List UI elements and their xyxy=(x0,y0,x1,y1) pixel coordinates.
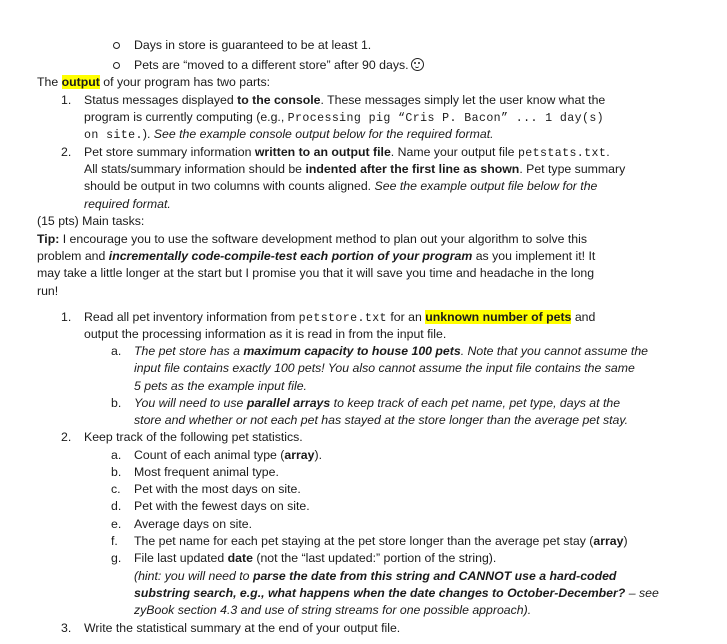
task2b-item: Most frequent animal type. xyxy=(134,465,279,479)
output-file-line3: should be output in two columns with counts aligned. See the example output file below for the xyxy=(84,179,598,193)
task2g-item: File last updated date (not the “last updated:” portion of the string). xyxy=(134,551,497,565)
output-intro: The output of your program has two parts: xyxy=(37,75,271,89)
task2c-item: Pet with the most days on site. xyxy=(134,482,301,496)
task1b-line1: You will need to use parallel arrays to keep track of each pet name, pet type, days at the xyxy=(134,396,621,410)
list-letter: d. xyxy=(111,499,122,513)
task1-line2: output the processing information as it is read in from the input file. xyxy=(84,327,447,341)
tip-line1: Tip: I encourage you to use the software development method to plan out your algorithm to solve this xyxy=(37,232,588,246)
tip-line4: run! xyxy=(37,284,59,298)
list-number: 3. xyxy=(61,621,72,635)
bullet-pets-moved: Pets are “moved to a different store” after 90 days. xyxy=(134,57,424,74)
output-console-line3: on site.). See the example console output below for the required format. xyxy=(84,127,494,142)
list-number: 2. xyxy=(61,430,72,444)
task2d-item: Pet with the fewest days on site. xyxy=(134,499,310,513)
task2g-hint-line3: zyBook section 4.3 and use of string streams for one possible approach). xyxy=(134,603,532,617)
task2g-hint-line2: substring search, e.g., what happens when the date changes to October-December? – see xyxy=(134,586,659,600)
task1a-line3: 5 pets as the example input file. xyxy=(134,379,307,393)
list-letter: c. xyxy=(111,482,121,496)
task2-title: Keep track of the following pet statistics. xyxy=(84,430,303,444)
list-letter: a. xyxy=(111,344,122,358)
list-number: 1. xyxy=(61,93,72,107)
output-console-line2: program is currently computing (e.g., Processing pig “Cris P. Bacon” ... 1 day(s) xyxy=(84,110,605,125)
main-tasks-heading: (15 pts) Main tasks: xyxy=(37,214,145,228)
task1-line1: Read all pet inventory information from petstore.txt for an unknown number of pets and xyxy=(84,310,596,325)
output-console-line1: Status messages displayed to the console. These messages simply let the user know what the xyxy=(84,93,606,107)
list-letter: f. xyxy=(111,534,118,548)
list-letter: e. xyxy=(111,517,122,531)
task2a-item: Count of each animal type (array). xyxy=(134,448,322,462)
task1a-line1: The pet store has a maximum capacity to house 100 pets. Note that you cannot assume the xyxy=(134,344,649,358)
task2e-item: Average days on site. xyxy=(134,517,253,531)
tip-line3: may take a little longer at the start but I promise you that it will save you time and headache in the long xyxy=(37,266,595,280)
task2f-item: The pet name for each pet staying at the pet store longer than the average pet stay (array) xyxy=(134,534,628,548)
list-letter: g. xyxy=(111,551,122,565)
list-letter: a. xyxy=(111,448,122,462)
bullet-circle xyxy=(113,62,120,69)
list-number: 1. xyxy=(61,310,72,324)
task2g-hint-line1: (hint: you will need to parse the date from this string and CANNOT use a hard-coded xyxy=(134,569,617,583)
list-letter: b. xyxy=(111,396,122,410)
task1b-line2: store and whether or not each pet has stayed at the store longer than the average pet stay. xyxy=(134,413,629,427)
bullet-circle xyxy=(113,42,120,49)
list-number: 2. xyxy=(61,145,72,159)
list-letter: b. xyxy=(111,465,122,479)
output-file-line4: required format. xyxy=(84,197,171,211)
output-file-line2: All stats/summary information should be indented after the first line as shown. Pet type summary xyxy=(84,162,626,176)
task1a-line2: input file contains exactly 100 pets! You also cannot assume the input file contains the same xyxy=(134,361,635,375)
bullet-days-guaranteed: Days in store is guaranteed to be at least 1. xyxy=(134,38,372,52)
smiley-emoji-icon xyxy=(411,58,424,71)
output-file-line1: Pet store summary information written to an output file. Name your output file petstats.txt. xyxy=(84,145,610,160)
task3-text: Write the statistical summary at the end of your output file. xyxy=(84,621,401,635)
tip-line2: problem and incrementally code-compile-test each portion of your program as you implement it! It xyxy=(37,249,596,263)
